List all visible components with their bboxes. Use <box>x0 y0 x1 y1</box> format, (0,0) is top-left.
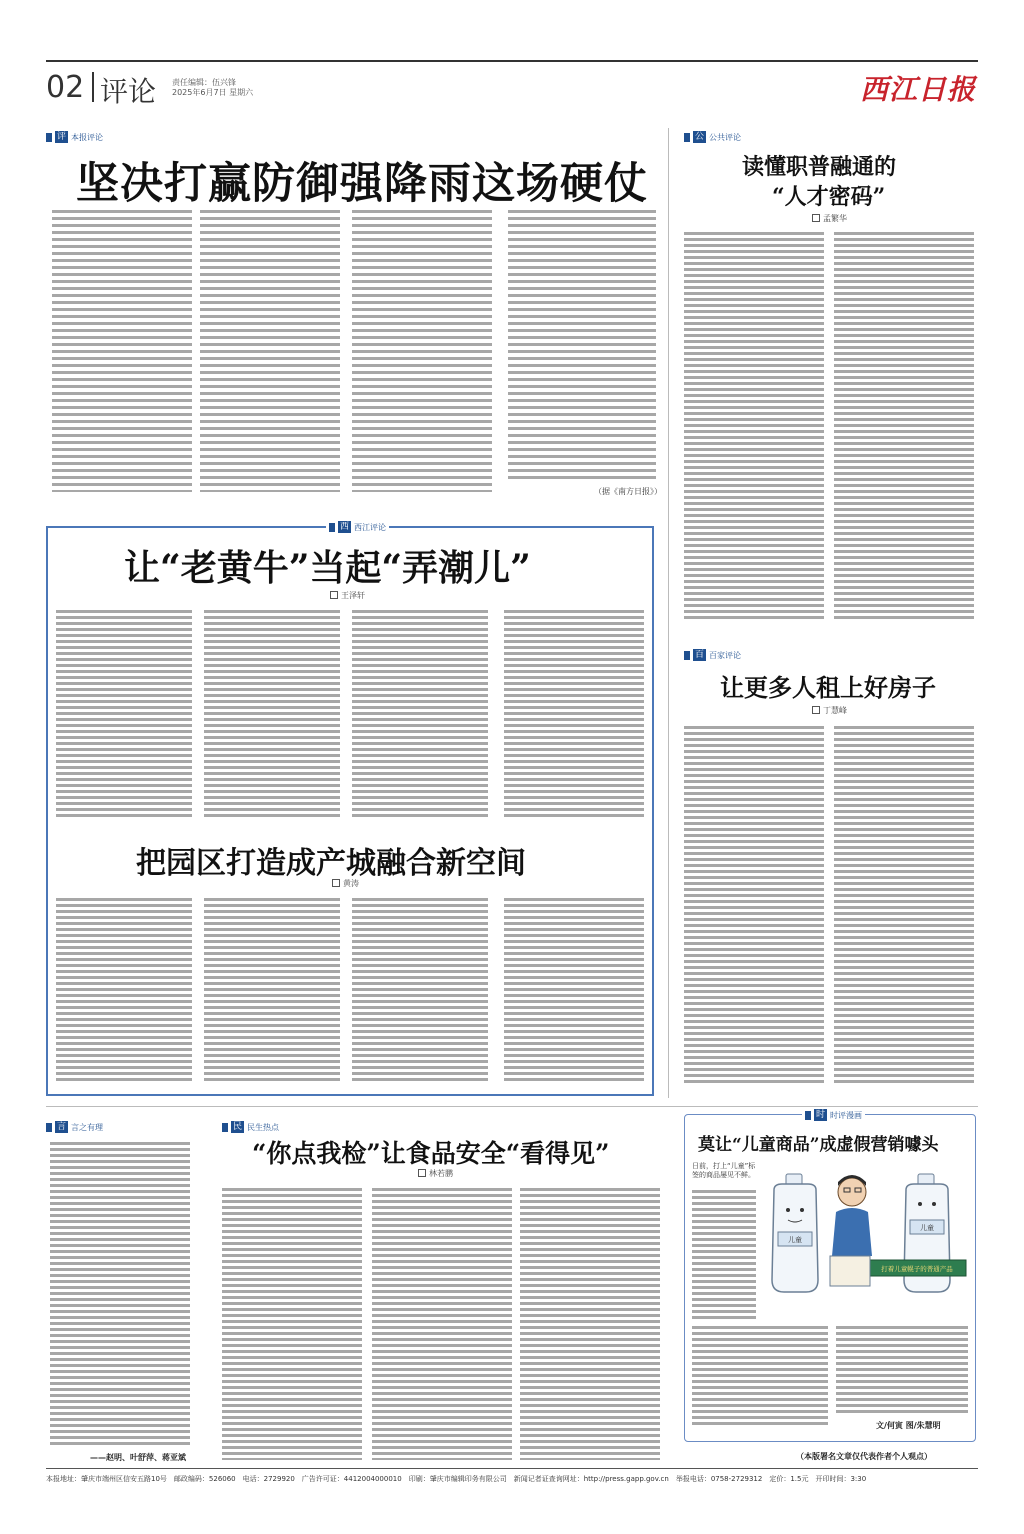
cartoon-headline: 莫让“儿童商品”成虚假营销噱头 <box>698 1135 939 1155</box>
cartoon-text-col-2 <box>692 1326 828 1426</box>
editor-line: 责任编辑：伍兴锋 <box>172 78 236 87</box>
park-text-col-3 <box>352 898 488 1084</box>
tag-square-icon <box>46 133 52 142</box>
column-char: 民 <box>233 1122 243 1132</box>
column-label: 本报评论 <box>71 132 104 142</box>
cartoon-text-col-3 <box>836 1326 968 1414</box>
column-tag-main <box>46 130 103 144</box>
housing-text-col-1 <box>684 726 824 1086</box>
food-byline: 林若鹏 <box>418 1168 453 1179</box>
talent-text-col-1 <box>684 232 824 622</box>
bottle-left-icon <box>772 1174 818 1292</box>
tag-square-icon <box>46 1123 52 1132</box>
cartoon-signoff: 文/何寅 图/朱慧明 <box>876 1421 941 1430</box>
talent-byline: 孟繁华 <box>812 213 847 224</box>
person-icon <box>832 1175 872 1256</box>
page-number: 02 <box>46 70 85 105</box>
column-char: 公 <box>695 132 705 142</box>
footer-rule <box>46 1468 978 1469</box>
column-char: 言 <box>57 1122 67 1132</box>
housing-byline: 丁慧峰 <box>812 705 847 716</box>
tag-square-icon <box>684 651 690 660</box>
column-char: 西 <box>340 522 350 532</box>
park-text-col-1 <box>56 898 192 1084</box>
cartoon-text-col-1 <box>692 1190 756 1320</box>
editor-note: （本版署名文章仅代表作者个人观点） <box>796 1452 932 1461</box>
footer-info: 本报地址：肇庆市端州区信安五路10号 邮政编码：526060 电话：2729920 广告许可证：4412004000010 印刷：肇庆市编辑印务有限公司 新闻记者证查询网址：http://press.gapp.gov.cn 举报电话：0758-2729312 定价：1.5元 开印时间：3:30 <box>46 1475 867 1483</box>
oldbrand-byline: 王泽轩 <box>330 590 365 601</box>
column-char: 时 <box>816 1110 826 1120</box>
bottle-right-label: 儿童 <box>920 1224 934 1232</box>
tag-square-icon <box>805 1111 811 1120</box>
column-label: 公共评论 <box>709 132 742 142</box>
column-label: 西江评论 <box>354 522 387 532</box>
column-label: 民生热点 <box>247 1122 280 1132</box>
park-text-col-4 <box>504 898 644 1084</box>
column-label: 时评漫画 <box>830 1110 863 1120</box>
housing-text-col-2 <box>834 726 974 1086</box>
park-byline: 黄涛 <box>332 878 359 889</box>
cartoon-caption-lead: 日前，打上“儿童”标签的商品屡见不鲜。 <box>692 1162 756 1179</box>
misc-text-col <box>50 1142 190 1448</box>
column-tag-talent <box>684 130 741 144</box>
main-source: （据《南方日报》） <box>594 487 662 496</box>
main-text-col-2 <box>200 210 340 492</box>
column-char: 评 <box>57 132 67 142</box>
oldbrand-text-col-1 <box>56 610 192 820</box>
column-tag-housing <box>684 648 741 662</box>
main-text-col-4 <box>508 210 656 482</box>
talent-text-col-2 <box>834 232 974 622</box>
column-tag-cartoon <box>802 1108 865 1122</box>
main-headline: 坚决打赢防御强降雨这场硬仗 <box>76 159 648 209</box>
talent-headline-line2: “人才密码” <box>772 184 886 210</box>
oldbrand-text-col-4 <box>504 610 644 820</box>
tag-square-icon <box>329 523 335 532</box>
talent-headline-line1: 读懂职普融通的 <box>742 154 897 180</box>
section-name: 评论 <box>100 75 157 108</box>
column-tag-food <box>222 1120 279 1134</box>
date-line: 2025年6月7日 星期六 <box>172 88 254 97</box>
food-headline: “你点我检”让食品安全“看得见” <box>252 1139 610 1168</box>
oldbrand-headline: 让“老黄牛”当起“弄潮儿” <box>124 547 531 589</box>
column-label: 百家评论 <box>709 650 742 660</box>
column-label: 言之有理 <box>71 1122 104 1132</box>
edition-meta <box>172 78 292 98</box>
park-headline: 把园区打造成产城融合新空间 <box>136 846 526 881</box>
column-tag-misc <box>46 1120 103 1134</box>
cartoon-illustration <box>760 1160 974 1310</box>
tag-square-icon <box>222 1123 228 1132</box>
tag-square-icon <box>684 133 690 142</box>
main-text-col-3 <box>352 210 492 492</box>
paper-logo: 西江日报 <box>859 73 976 106</box>
park-text-col-2 <box>204 898 340 1084</box>
housing-headline: 让更多人租上好房子 <box>720 673 936 702</box>
oldbrand-text-col-2 <box>204 610 340 820</box>
misc-signoff: ——赵明、叶舒萍、蒋亚斌 <box>90 1453 186 1462</box>
food-text-col-2 <box>372 1188 512 1460</box>
cartoon-board-text: 打着儿童幌子的普通产品 <box>881 1265 953 1273</box>
oldbrand-text-col-3 <box>352 610 488 820</box>
food-text-col-3 <box>520 1188 660 1460</box>
food-text-col-1 <box>222 1188 362 1460</box>
column-divider <box>668 128 669 1098</box>
column-char: 百 <box>695 650 705 660</box>
main-text-col-1 <box>52 210 192 492</box>
masthead-rule <box>46 60 978 62</box>
masthead-divider <box>92 72 94 102</box>
column-tag-oldbrand <box>326 520 389 534</box>
section-divider <box>46 1106 978 1107</box>
cartoon-table <box>830 1256 870 1286</box>
bottle-left-label: 儿童 <box>788 1236 802 1244</box>
